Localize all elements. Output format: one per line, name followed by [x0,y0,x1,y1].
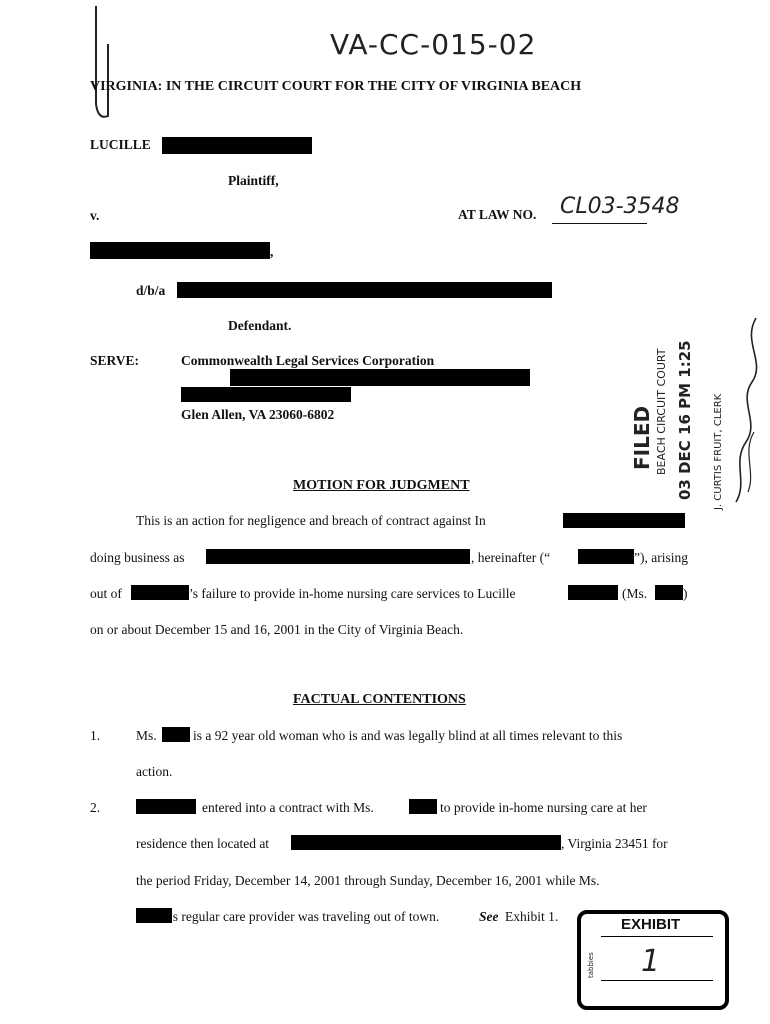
factual-contentions-heading: FACTUAL CONTENTIONS [293,692,466,707]
paragraph-2-line-2b: , Virginia 23451 for [561,836,668,851]
exhibit-side-text: tabbies [587,952,595,978]
filed-stamp-filed: FILED [630,405,654,470]
handwritten-case-code: VA-CC-015-02 [330,28,537,61]
dba-label: d/b/a [136,283,166,298]
paragraph-2-see: See [479,909,499,924]
at-law-underline [552,223,647,224]
redaction-defendant-name [90,242,270,259]
plaintiff-role: Plaintiff, [228,173,279,188]
defendant-role: Defendant. [228,318,292,333]
paragraph-2-line-1a: entered into a contract with Ms. [202,800,374,815]
clerk-signature-icon [728,312,764,512]
paragraph-1-number: 1. [90,728,101,743]
redaction-p2-address [291,835,561,850]
exhibit-header-rule [601,936,713,937]
redaction-plaintiff-surname [162,137,312,154]
versus: v. [90,208,100,223]
serve-line-1: Commonwealth Legal Services Corporation [181,353,435,368]
redaction-serve-line-2b [181,387,351,402]
intro-line-3a: out of [90,586,122,601]
redaction-intro-shortname [578,549,634,564]
exhibit-label: EXHIBIT [621,916,681,933]
staple-mark-icon [84,4,124,124]
redaction-intro-surname [568,585,618,600]
exhibit-number-rule [601,980,713,981]
redaction-p2-name [409,799,437,814]
paragraph-2-line-2a: residence then located at [136,836,270,851]
redaction-intro-company [563,513,685,528]
exhibit-number: 1 [641,944,661,979]
redaction-p1-name [162,727,190,742]
intro-line-1: This is an action for negligence and breach of contract against In [136,513,486,528]
court-heading: VIRGINIA: IN THE CIRCUIT COURT FOR THE CITY OF VIRGINIA BEACH [90,79,582,94]
intro-line-2b: , hereinafter (“ [471,550,551,565]
filed-stamp-clerk: J. CURTIS FRUIT, CLERK [713,393,724,510]
redaction-p2-name-2 [136,908,172,923]
serve-line-3: Glen Allen, VA 23060-6802 [181,407,335,422]
motion-title: MOTION FOR JUDGMENT [293,478,470,493]
intro-line-3d: ) [683,586,688,601]
filed-stamp-date: 03 DEC 16 PM 1:25 [676,340,694,500]
intro-line-3b: ’s failure to provide in-home nursing care services to Lucille [189,586,516,601]
intro-line-2c: ”), arising [634,550,688,565]
redaction-serve-line-2a [230,369,530,386]
paragraph-1-line-1b: is a 92 year old woman who is and was legally blind at all times relevant to this [193,728,623,743]
serve-label: SERVE: [90,353,140,368]
paragraph-1-line-1a: Ms. [136,728,157,743]
paragraph-2-line-1b: to provide in-home nursing care at her [440,800,647,815]
defendant-comma: , [270,244,274,259]
intro-line-2a: doing business as [90,550,185,565]
filed-stamp-court: BEACH CIRCUIT COURT [655,348,668,475]
intro-line-3c: (Ms. [622,586,648,601]
paragraph-2-line-4a: ’s regular care provider was traveling out of town. [169,909,440,924]
exhibit-sticker [577,910,729,1010]
at-law-label: AT LAW NO. [458,207,537,222]
paragraph-2-line-3: the period Friday, December 14, 2001 through Sunday, December 16, 2001 while Ms. [136,873,600,888]
redaction-intro-ms [655,585,683,600]
redaction-dba-name [177,282,552,298]
redaction-intro-company-2 [131,585,189,600]
redaction-p2-company [136,799,196,814]
intro-line-4: on or about December 15 and 16, 2001 in the City of Virginia Beach. [90,622,464,637]
paragraph-2-exhibit-ref: Exhibit 1. [505,909,559,924]
plaintiff-name: LUCILLE [90,137,151,152]
paragraph-1-line-2: action. [136,764,173,779]
at-law-number: CL03-3548 [560,194,680,219]
redaction-intro-dba [206,549,470,564]
paragraph-2-number: 2. [90,800,101,815]
